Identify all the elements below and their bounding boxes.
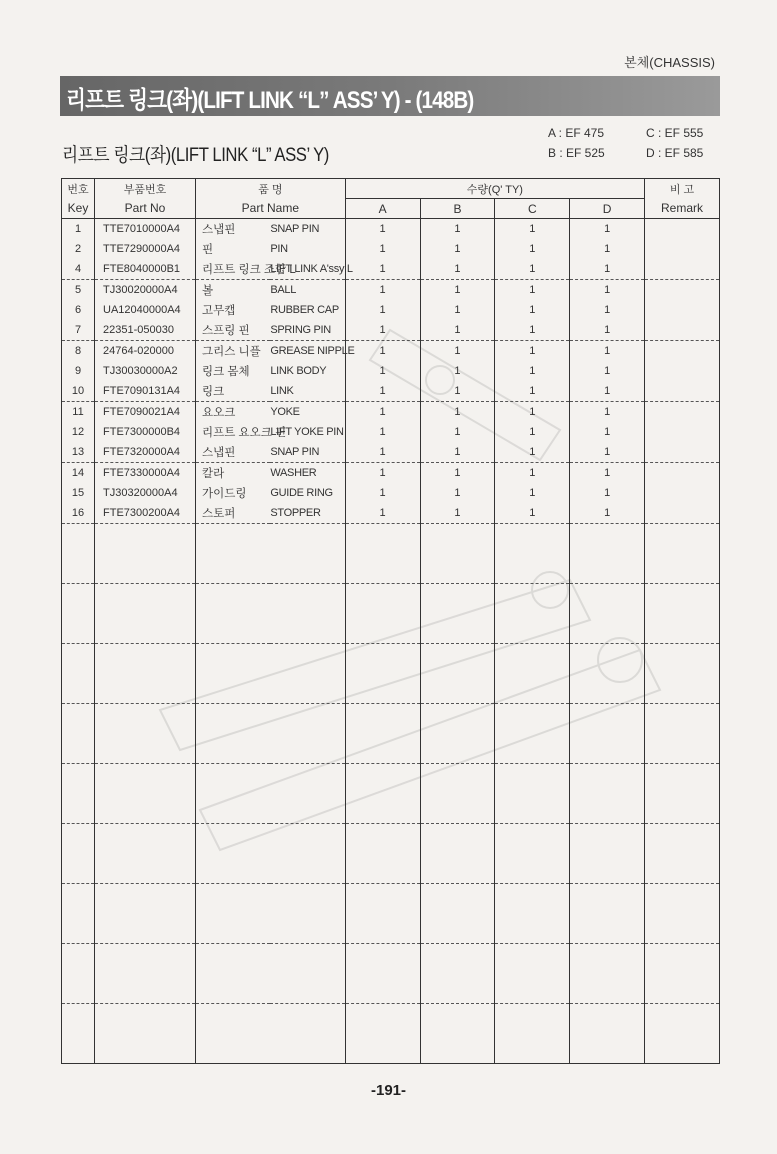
qty-c-cell: 1 — [495, 402, 570, 423]
part-name-eng-cell: SPRING PIN — [270, 320, 345, 341]
qty-b-cell: 1 — [420, 300, 495, 320]
table-row — [62, 463, 720, 484]
qty-b-cell: 1 — [420, 280, 495, 301]
part-name-eng-cell: PIN — [270, 239, 345, 259]
key-cell: 4 — [62, 259, 95, 280]
part-name-header-eng: Part Name — [196, 199, 346, 219]
qty-b-cell: 1 — [420, 320, 495, 341]
key-cell: 6 — [62, 300, 95, 320]
qty-c-cell: 1 — [495, 320, 570, 341]
remark-cell — [645, 219, 720, 240]
section-subtitle: 리프트 링크(좌)(LIFT LINK “L” ASS’ Y) — [62, 145, 329, 166]
remark-cell — [645, 483, 720, 503]
qty-d-cell: 1 — [570, 381, 645, 402]
key-cell: 8 — [62, 341, 95, 362]
key-cell: 11 — [62, 402, 95, 423]
qty-b-header: B — [420, 199, 495, 219]
empty-row — [62, 764, 720, 824]
table-row — [62, 239, 720, 259]
part-no-cell: FTE7090131A4 — [95, 381, 196, 402]
part-name-kor-cell: 스냅핀 — [202, 224, 236, 236]
part-no-cell: 24764-020000 — [95, 341, 196, 362]
remark-cell — [645, 341, 720, 362]
banner-title: 리프트 링크(좌)(LIFT LINK “L” ASS’ Y) - (148B) — [66, 87, 474, 114]
part-no-cell: FTE7300000B4 — [95, 422, 196, 442]
qty-c-cell: 1 — [495, 422, 570, 442]
qty-c-cell: 1 — [495, 239, 570, 259]
qty-a-cell: 1 — [345, 381, 420, 402]
key-cell: 12 — [62, 422, 95, 442]
qty-c-cell: 1 — [495, 361, 570, 381]
remark-cell — [645, 503, 720, 524]
empty-row — [62, 584, 720, 644]
part-name-eng-cell: LIFT LINK A'ssy L — [270, 259, 345, 280]
qty-b-cell: 1 — [420, 422, 495, 442]
part-name-eng-cell: BALL — [270, 280, 345, 301]
qty-c-cell: 1 — [495, 483, 570, 503]
remark-cell — [645, 463, 720, 484]
key-cell: 16 — [62, 503, 95, 524]
part-name-kor-cell: 칼라 — [202, 468, 225, 480]
table-row — [62, 483, 720, 503]
qty-c-header: C — [495, 199, 570, 219]
part-no-cell: UA12040000A4 — [95, 300, 196, 320]
part-no-cell: FTE7330000A4 — [95, 463, 196, 484]
empty-row — [62, 1004, 720, 1064]
part-no-cell: TTE7010000A4 — [95, 219, 196, 240]
model-b-label: B : EF 525 — [548, 146, 605, 160]
table-row — [62, 442, 720, 463]
qty-c-cell: 1 — [495, 219, 570, 240]
qty-c-cell: 1 — [495, 341, 570, 362]
remark-cell — [645, 442, 720, 463]
qty-b-cell: 1 — [420, 463, 495, 484]
qty-a-cell: 1 — [345, 442, 420, 463]
part-name-kor-cell: 볼 — [202, 285, 214, 297]
key-cell: 15 — [62, 483, 95, 503]
part-name-kor-cell: 스냅핀 — [196, 442, 271, 463]
key-cell: 14 — [62, 463, 95, 484]
part-name-kor-cell: 리프트 링크 조합 L — [196, 259, 271, 280]
part-no-cell: TJ30320000A4 — [95, 483, 196, 503]
qty-b-cell: 1 — [420, 503, 495, 524]
qty-b-cell: 1 — [420, 361, 495, 381]
qty-c-cell: 1 — [495, 259, 570, 280]
part-no-cell: 22351-050030 — [95, 320, 196, 341]
title-banner — [60, 76, 720, 116]
qty-a-cell: 1 — [345, 503, 420, 524]
table-row — [62, 320, 720, 341]
part-no-cell: TJ30030000A2 — [95, 361, 196, 381]
qty-d-cell: 1 — [570, 280, 645, 301]
part-name-eng-cell: SNAP PIN — [270, 442, 345, 463]
part-name-kor-cell: 가이드링 — [202, 488, 247, 500]
key-cell: 9 — [62, 361, 95, 381]
key-header-kor: 번호 — [62, 179, 95, 199]
remark-cell — [645, 280, 720, 301]
key-cell: 2 — [62, 239, 95, 259]
qty-c-cell: 1 — [495, 381, 570, 402]
qty-a-cell: 1 — [345, 320, 420, 341]
qty-d-cell: 1 — [570, 320, 645, 341]
part-name-eng-cell: LINK BODY — [270, 361, 345, 381]
qty-d-cell: 1 — [570, 239, 645, 259]
table-row — [62, 280, 720, 301]
remark-cell — [645, 239, 720, 259]
part-no-cell: FTE8040000B1 — [95, 259, 196, 280]
part-no-header-kor: 부품번호 — [95, 179, 196, 199]
qty-d-cell: 1 — [570, 341, 645, 362]
key-cell: 1 — [62, 219, 95, 240]
part-name-kor-cell: 스프링 핀 — [196, 320, 271, 341]
empty-row — [62, 824, 720, 884]
empty-row — [62, 884, 720, 944]
remark-cell — [645, 381, 720, 402]
qty-a-cell: 1 — [345, 483, 420, 503]
table-row — [62, 503, 720, 524]
qty-d-cell: 1 — [570, 219, 645, 240]
qty-b-cell: 1 — [420, 259, 495, 280]
qty-d-cell: 1 — [570, 442, 645, 463]
qty-d-cell: 1 — [570, 503, 645, 524]
remark-cell — [645, 422, 720, 442]
qty-c-cell: 1 — [495, 300, 570, 320]
parts-table — [61, 178, 720, 1064]
model-d-label: D : EF 585 — [646, 146, 704, 160]
remark-header-eng: Remark — [645, 199, 720, 219]
qty-c-cell: 1 — [495, 280, 570, 301]
part-name-eng-cell: GUIDE RING — [270, 483, 345, 503]
key-cell: 10 — [62, 381, 95, 402]
part-name-kor-cell: 리프트 요오크 핀 — [202, 427, 287, 439]
part-name-eng-cell: SNAP PIN — [270, 219, 345, 240]
part-name-kor-cell: 요오크 — [202, 407, 236, 419]
qty-a-header: A — [345, 199, 420, 219]
remark-cell — [645, 259, 720, 280]
part-no-cell: TJ30020000A4 — [95, 280, 196, 301]
part-no-cell: FTE7090021A4 — [95, 402, 196, 423]
qty-c-cell: 1 — [495, 463, 570, 484]
part-no-cell: FTE7300200A4 — [95, 503, 196, 524]
quantity-header: 수량(Q' TY) — [345, 179, 644, 199]
table-row — [62, 219, 720, 240]
qty-d-cell: 1 — [570, 361, 645, 381]
qty-a-cell: 1 — [345, 341, 420, 362]
table-row — [62, 259, 720, 280]
part-name-eng-cell: LINK — [270, 381, 345, 402]
part-name-header-kor: 품 명 — [196, 179, 346, 199]
table-row — [62, 422, 720, 442]
part-name-eng-cell: WASHER — [270, 463, 345, 484]
qty-d-cell: 1 — [570, 402, 645, 423]
page-number: -191- — [370, 1082, 407, 1099]
part-name-kor-cell: 핀 — [202, 244, 214, 256]
qty-a-cell: 1 — [345, 259, 420, 280]
qty-b-cell: 1 — [420, 341, 495, 362]
part-no-cell: TTE7290000A4 — [95, 239, 196, 259]
part-name-eng-cell: STOPPER — [270, 503, 345, 524]
qty-a-cell: 1 — [345, 219, 420, 240]
empty-row — [62, 644, 720, 704]
qty-a-cell: 1 — [345, 402, 420, 423]
part-no-cell: FTE7320000A4 — [95, 442, 196, 463]
part-name-eng-cell: LIFT YOKE PIN — [270, 422, 345, 442]
remark-cell — [645, 320, 720, 341]
qty-d-cell: 1 — [570, 422, 645, 442]
qty-a-cell: 1 — [345, 361, 420, 381]
qty-b-cell: 1 — [420, 442, 495, 463]
qty-b-cell: 1 — [420, 483, 495, 503]
qty-a-cell: 1 — [345, 300, 420, 320]
qty-b-cell: 1 — [420, 402, 495, 423]
qty-b-cell: 1 — [420, 219, 495, 240]
qty-d-cell: 1 — [570, 300, 645, 320]
part-name-kor-cell: 링크 몸체 — [202, 366, 250, 378]
qty-b-cell: 1 — [420, 381, 495, 402]
table-header-row-2 — [62, 199, 720, 219]
qty-a-cell: 1 — [345, 463, 420, 484]
empty-row — [62, 944, 720, 1004]
qty-a-cell: 1 — [345, 422, 420, 442]
qty-d-header: D — [570, 199, 645, 219]
remark-cell — [645, 361, 720, 381]
part-name-eng-cell: GREASE NIPPLE — [270, 341, 345, 362]
part-no-header-eng: Part No — [95, 199, 196, 219]
table-header-row — [62, 179, 720, 199]
key-cell: 7 — [62, 320, 95, 341]
remark-cell — [645, 300, 720, 320]
part-name-eng-cell: YOKE — [270, 402, 345, 423]
part-name-kor-cell: 링크 — [196, 381, 271, 402]
qty-c-cell: 1 — [495, 442, 570, 463]
part-name-eng-cell: RUBBER CAP — [270, 300, 345, 320]
qty-d-cell: 1 — [570, 463, 645, 484]
table-row — [62, 341, 720, 362]
remark-cell — [645, 402, 720, 423]
part-name-kor-cell: 스토퍼 — [196, 503, 271, 524]
model-c-label: C : EF 555 — [646, 126, 704, 140]
part-name-kor-cell: 그리스 니플 — [202, 346, 261, 358]
table-row — [62, 402, 720, 423]
qty-a-cell: 1 — [345, 239, 420, 259]
table-row — [62, 361, 720, 381]
key-cell: 13 — [62, 442, 95, 463]
qty-d-cell: 1 — [570, 483, 645, 503]
table-row — [62, 381, 720, 402]
empty-row — [62, 524, 720, 584]
key-cell: 5 — [62, 280, 95, 301]
empty-row — [62, 704, 720, 764]
qty-c-cell: 1 — [495, 503, 570, 524]
qty-b-cell: 1 — [420, 239, 495, 259]
part-name-kor-cell: 고무캡 — [202, 305, 236, 317]
model-a-label: A : EF 475 — [548, 126, 605, 140]
key-header-eng: Key — [62, 199, 95, 219]
chapter-label: 본체(CHASSIS) — [624, 55, 715, 70]
table-row — [62, 300, 720, 320]
qty-d-cell: 1 — [570, 259, 645, 280]
qty-a-cell: 1 — [345, 280, 420, 301]
remark-header-kor: 비 고 — [645, 179, 720, 199]
